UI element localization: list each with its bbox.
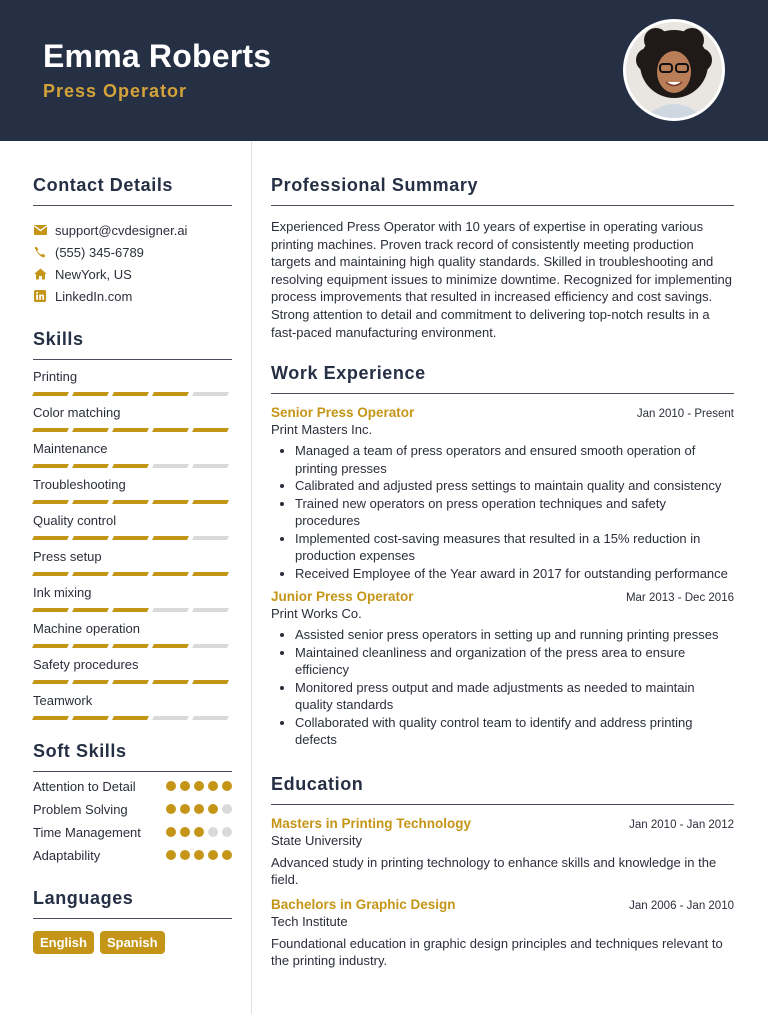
soft-skill-name: Adaptability (33, 848, 101, 863)
job-company: Print Works Co. (271, 606, 362, 622)
skill-level-segment (192, 644, 229, 648)
education-section-title: Education (271, 774, 734, 805)
contact-email[interactable] (33, 219, 232, 241)
linkedin-icon (33, 289, 47, 303)
contact-email-text: support@cvdesigner.ai (55, 222, 188, 238)
skill-level-bar (33, 428, 232, 432)
skill-level-segment (112, 428, 149, 432)
skill-level-segment (152, 428, 189, 432)
skill-level-segment (152, 536, 189, 540)
skill-item (33, 477, 232, 504)
job-bullet: • Monitored press output and made adjustments as needed to maintain quality standards (295, 679, 734, 714)
school-name: State University (271, 832, 363, 848)
skill-level-bar (33, 572, 232, 576)
education-description: Foundational education in graphic design principles and techniques relevant to the printing industry. (271, 935, 723, 969)
skill-level-segment (112, 716, 149, 720)
skill-level-bar (33, 716, 232, 720)
skill-level-segment (152, 500, 189, 504)
degree-title: Bachelors in Graphic Design (271, 896, 456, 912)
soft-skills-section-title: Soft Skills (33, 741, 232, 772)
skill-level-segment (32, 464, 69, 468)
skill-level-bar (33, 464, 232, 468)
skills-section-title: Skills (33, 329, 232, 360)
soft-skill-item (33, 801, 232, 818)
job-bullet: • Implemented cost-saving measures that resulted in a 15% reduction in production expenses (295, 530, 734, 565)
right-column (271, 141, 734, 970)
skill-level-segment (32, 500, 69, 504)
contact-location (33, 263, 232, 285)
language-badge: Spanish (100, 931, 165, 954)
rating-dot (166, 827, 176, 837)
phone-icon (33, 245, 47, 259)
skill-level-bar (33, 680, 232, 684)
job-entry (271, 589, 734, 749)
soft-skill-rating (166, 827, 232, 837)
skill-name: Machine operation (33, 621, 140, 636)
rating-dot (180, 804, 190, 814)
skill-level-bar (33, 500, 232, 504)
skill-level-segment (32, 536, 69, 540)
rating-dot (166, 850, 176, 860)
skill-level-segment (192, 572, 229, 576)
soft-skill-item (33, 824, 232, 841)
skill-item (33, 549, 232, 576)
soft-skill-item (33, 847, 232, 864)
summary-section-title: Professional Summary (271, 175, 734, 206)
rating-dot (222, 827, 232, 837)
column-divider (251, 141, 252, 1014)
skills-list (33, 369, 232, 720)
rating-dot (194, 850, 204, 860)
contact-linkedin[interactable] (33, 285, 232, 307)
job-bullet: • Trained new operators on press operation techniques and safety procedures (295, 495, 734, 530)
skill-level-segment (192, 680, 229, 684)
skill-level-segment (72, 680, 109, 684)
skill-level-segment (192, 716, 229, 720)
rating-dot (194, 781, 204, 791)
skill-name: Troubleshooting (33, 477, 126, 492)
skill-name: Teamwork (33, 693, 93, 708)
soft-skill-name: Attention to Detail (33, 779, 136, 794)
skill-level-segment (112, 464, 149, 468)
skill-level-segment (152, 464, 189, 468)
skill-level-segment (32, 572, 69, 576)
rating-dot (222, 850, 232, 860)
education-description: Advanced study in printing technology to enhance skills and knowledge in the field. (271, 854, 717, 888)
skill-name: Ink mixing (33, 585, 92, 600)
experience-section-title: Work Experience (271, 363, 734, 394)
rating-dot (208, 781, 218, 791)
rating-dot (166, 781, 176, 791)
skill-level-segment (112, 608, 149, 612)
skill-level-segment (192, 536, 229, 540)
skill-level-segment (192, 500, 229, 504)
degree-title: Masters in Printing Technology (271, 815, 472, 831)
rating-dot (194, 827, 204, 837)
skill-level-segment (72, 464, 109, 468)
education-entry (271, 816, 734, 889)
skill-item (33, 441, 232, 468)
skill-level-segment (72, 572, 109, 576)
skill-level-segment (192, 392, 229, 396)
job-bullet: • Maintained cleanliness and organization of the press area to ensure efficiency (295, 644, 734, 679)
candidate-name: Emma Roberts (43, 38, 272, 74)
job-date: Mar 2013 - Dec 2016 (625, 592, 734, 605)
skill-item (33, 657, 232, 684)
skill-level-segment (72, 500, 109, 504)
contact-section-title: Contact Details (33, 175, 232, 206)
skill-level-segment (112, 644, 149, 648)
rating-dot (194, 804, 204, 814)
skill-name: Safety procedures (33, 657, 139, 672)
skill-item (33, 513, 232, 540)
skill-level-segment (32, 392, 69, 396)
home-icon (33, 267, 47, 281)
rating-dot (180, 850, 190, 860)
soft-skill-rating (166, 781, 232, 791)
contact-phone-text: (555) 345-6789 (55, 244, 144, 260)
skill-level-bar (33, 392, 232, 396)
soft-skill-name: Problem Solving (33, 802, 128, 817)
soft-skill-rating (166, 804, 232, 814)
skill-level-segment (72, 644, 109, 648)
skill-level-segment (32, 428, 69, 432)
skill-level-bar (33, 644, 232, 648)
language-badge: English (33, 931, 94, 954)
skill-level-segment (72, 608, 109, 612)
job-bullet: • Assisted senior press operators in setting up and running printing presses (295, 626, 734, 644)
skill-level-segment (72, 428, 109, 432)
job-company: Print Masters Inc. (271, 422, 373, 438)
skill-name: Maintenance (33, 441, 108, 456)
skill-level-segment (32, 716, 69, 720)
skill-level-segment (152, 644, 189, 648)
rating-dot (208, 850, 218, 860)
rating-dot (222, 804, 232, 814)
job-title: Junior Press Operator (271, 589, 414, 605)
languages-section-title: Languages (33, 888, 232, 919)
education-date: Jan 2006 - Jan 2010 (629, 899, 734, 912)
skill-level-segment (112, 680, 149, 684)
education-entry (271, 897, 734, 970)
job-bullet: • Collaborated with quality control team to identify and address printing defects (295, 714, 734, 749)
rating-dot (166, 804, 176, 814)
header-banner (0, 0, 768, 141)
profile-photo (623, 19, 725, 121)
skill-name: Press setup (33, 549, 102, 564)
skill-level-segment (152, 716, 189, 720)
job-entry (271, 405, 734, 582)
left-column (33, 141, 232, 954)
skill-level-segment (72, 536, 109, 540)
soft-skill-item (33, 778, 232, 795)
skill-level-segment (152, 572, 189, 576)
skill-level-segment (112, 572, 149, 576)
skill-item (33, 621, 232, 648)
rating-dot (180, 781, 190, 791)
skill-level-bar (33, 608, 232, 612)
job-bullets (271, 626, 734, 749)
education-date: Jan 2010 - Jan 2012 (629, 818, 734, 831)
job-bullet: • Received Employee of the Year award in 2017 for outstanding performance (295, 565, 734, 583)
skill-level-segment (72, 716, 109, 720)
school-name: Tech Institute (271, 913, 348, 929)
rating-dot (208, 804, 218, 814)
job-date: Jan 2010 - Present (636, 408, 734, 421)
candidate-role: Press Operator (43, 81, 188, 101)
skill-level-segment (152, 608, 189, 612)
rating-dot (222, 781, 232, 791)
skill-item (33, 693, 232, 720)
summary-text: Experienced Press Operator with 10 years of expertise in operating various printing machines. Proven track record of consistently meeting production targets and maintaining high quality standards. Skilled in troubleshooting and resolving equipment issues to minimize downtime. Recognized for implementing process improvements that resulted in increased efficiency and cost savings. Strong attention to detail and commitment to delivering top-notch results in a fast-paced manufacturing environment. (271, 219, 732, 340)
job-bullet: • Managed a team of press operators and ensured smooth operation of printing presses (295, 442, 734, 477)
skill-level-segment (72, 392, 109, 396)
skill-level-segment (192, 608, 229, 612)
skill-level-segment (32, 680, 69, 684)
soft-skills-list (33, 778, 232, 864)
skill-name: Quality control (33, 513, 117, 528)
rating-dot (180, 827, 190, 837)
soft-skill-rating (166, 850, 232, 860)
soft-skill-name: Time Management (33, 825, 141, 840)
contact-location-text: NewYork, US (55, 266, 132, 282)
skill-level-segment (192, 428, 229, 432)
skill-name: Color matching (33, 405, 121, 420)
skill-level-segment (112, 500, 149, 504)
job-bullet: • Calibrated and adjusted press settings to maintain quality and consistency (295, 477, 734, 495)
job-bullets (271, 442, 734, 582)
skill-level-segment (32, 644, 69, 648)
skill-level-segment (152, 392, 189, 396)
envelope-icon (33, 223, 47, 237)
skill-level-segment (152, 680, 189, 684)
languages-list (33, 931, 232, 954)
contact-phone[interactable] (33, 241, 232, 263)
skill-level-segment (112, 536, 149, 540)
skill-item (33, 369, 232, 396)
job-title: Senior Press Operator (271, 405, 415, 421)
skill-name: Printing (33, 369, 78, 384)
skill-item (33, 585, 232, 612)
contact-linkedin-text: LinkedIn.com (55, 288, 133, 304)
skill-level-segment (192, 464, 229, 468)
skill-level-segment (32, 608, 69, 612)
skill-item (33, 405, 232, 432)
rating-dot (208, 827, 218, 837)
skill-level-segment (112, 392, 149, 396)
skill-level-bar (33, 536, 232, 540)
contact-list (33, 219, 232, 307)
